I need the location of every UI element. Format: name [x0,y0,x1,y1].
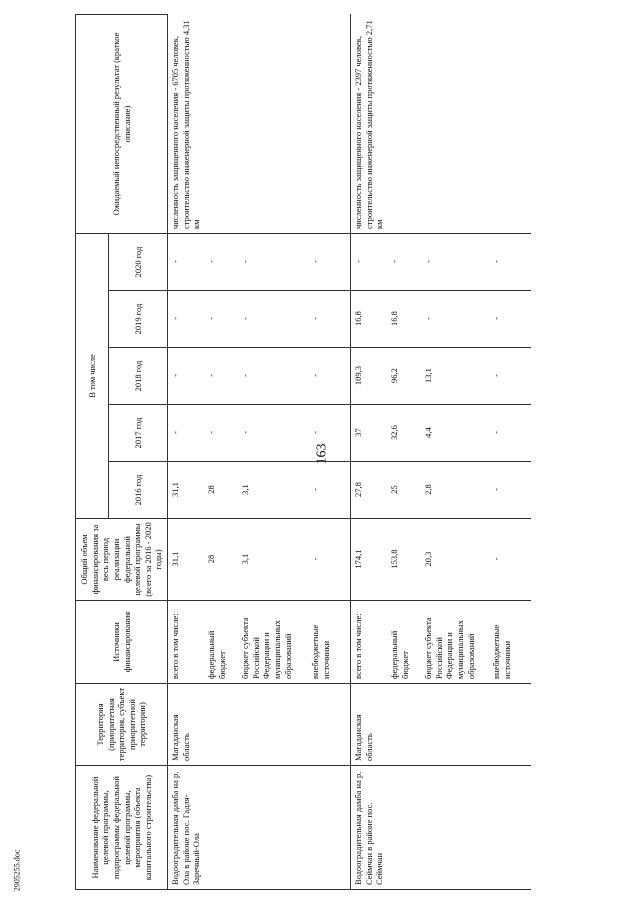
funding-source: федеральный бюджет [387,601,421,684]
funding-year-cell: - [238,233,308,290]
header-name: Наименование федеральной целевой программы, подпрограммы федеральной целевой программы, мероприятия (объекта капитального строительства) [76,766,168,890]
funding-source: внебюджетные источники [489,601,531,684]
funding-year-cell: 25 [387,462,421,519]
header-year-2017: 2017 год [109,405,168,462]
funding-year-cell: - [204,291,238,348]
funding-total-cell: 31,1 [168,519,205,601]
funding-table [75,14,531,890]
funding-year-cell: - [168,291,205,348]
table-body [168,14,532,889]
funding-year-cell: - [204,405,238,462]
funding-year-cell: - [308,291,351,348]
project-name: Водооградительная дамба на р. Ола в районе пос. Гадля-Заречный-Ола [168,766,351,890]
funding-total-cell: 153,8 [387,519,421,601]
funding-year-cell: - [168,405,205,462]
funding-total-cell: 174,1 [351,519,388,601]
funding-year-cell: 16,8 [351,291,388,348]
expected-result: численность защищенного населения - 2397 человек, строительство инженерной защиты протяженностью 2,71 км [351,14,532,233]
funding-source: внебюджетные источники [308,601,351,684]
funding-year-cell: - [238,405,308,462]
funding-source: федеральный бюджет [204,601,238,684]
funding-year-cell: 13,1 [421,348,489,405]
funding-year-cell: - [238,291,308,348]
funding-year-cell: 4,4 [421,405,489,462]
funding-year-cell: 37 [351,405,388,462]
header-total: Общий объем финансирования за весь период реализации федеральной целевой программы (всего за 2016 - 2020 годы) [76,519,168,601]
header-sources: Источники финансирования [76,601,168,684]
funding-year-cell: 27,8 [351,462,388,519]
funding-year-cell: - [489,348,531,405]
funding-year-cell: - [421,291,489,348]
project-territory: Магаданская область [351,684,532,766]
funding-year-cell: - [308,462,351,519]
funding-source: бюджет субъекта Российской Федерации и муниципальных образований [238,601,308,684]
funding-year-cell: 3,1 [238,462,308,519]
funding-total-cell: - [308,519,351,601]
funding-source: бюджет субъекта Российской Федерации и муниципальных образований [421,601,489,684]
header-year-2016: 2016 год [109,462,168,519]
header-year-2019: 2019 год [109,291,168,348]
expected-result: численность защищенного населения - 6705 человек, строительство инженерной защиты протяженностью 4,31 км [168,14,351,233]
footer-doc-filename: 2905255.doc [12,849,22,892]
funding-year-cell: 109,3 [351,348,388,405]
funding-year-cell: - [168,233,205,290]
funding-year-cell: - [489,405,531,462]
funding-year-cell: - [351,233,388,290]
funding-year-cell: 96,2 [387,348,421,405]
funding-year-cell: - [489,291,531,348]
funding-year-cell: - [204,233,238,290]
funding-year-cell: - [168,348,205,405]
funding-year-cell: - [421,233,489,290]
funding-year-cell: - [489,462,531,519]
funding-year-cell: 2,8 [421,462,489,519]
funding-total-cell: 28 [204,519,238,601]
page-number: 163 [314,443,330,465]
project-name: Водооградительная дамба на р. Сеймчан в районе пос. Сеймчан [351,766,532,890]
project-territory: Магаданская область [168,684,351,766]
funding-total-cell: 20,3 [421,519,489,601]
funding-year-cell: - [238,348,308,405]
funding-year-cell: 31,1 [168,462,205,519]
funding-year-cell: - [489,233,531,290]
funding-year-cell: - [308,348,351,405]
funding-total-cell: - [489,519,531,601]
funding-year-cell: - [204,348,238,405]
header-territory: Территория (приоритетная территория, субъект приоритетной территории) [76,684,168,766]
funding-year-cell: - [387,233,421,290]
header-year-2018: 2018 год [109,348,168,405]
funding-year-cell: 16,8 [387,291,421,348]
funding-source: всего в том числе: [351,601,388,684]
header-year-2020: 2020 год [109,233,168,290]
funding-year-cell: - [308,233,351,290]
funding-year-cell: - [308,405,351,462]
funding-source: всего в том числе: [168,601,205,684]
funding-year-cell: 28 [204,462,238,519]
header-result: Ожидаемый непосредственный результат (краткое описание) [76,14,168,233]
table-row [351,14,388,889]
table-row [168,14,205,889]
header-including: В том числе [76,233,109,518]
funding-year-cell: 32,6 [387,405,421,462]
funding-total-cell: 3,1 [238,519,308,601]
